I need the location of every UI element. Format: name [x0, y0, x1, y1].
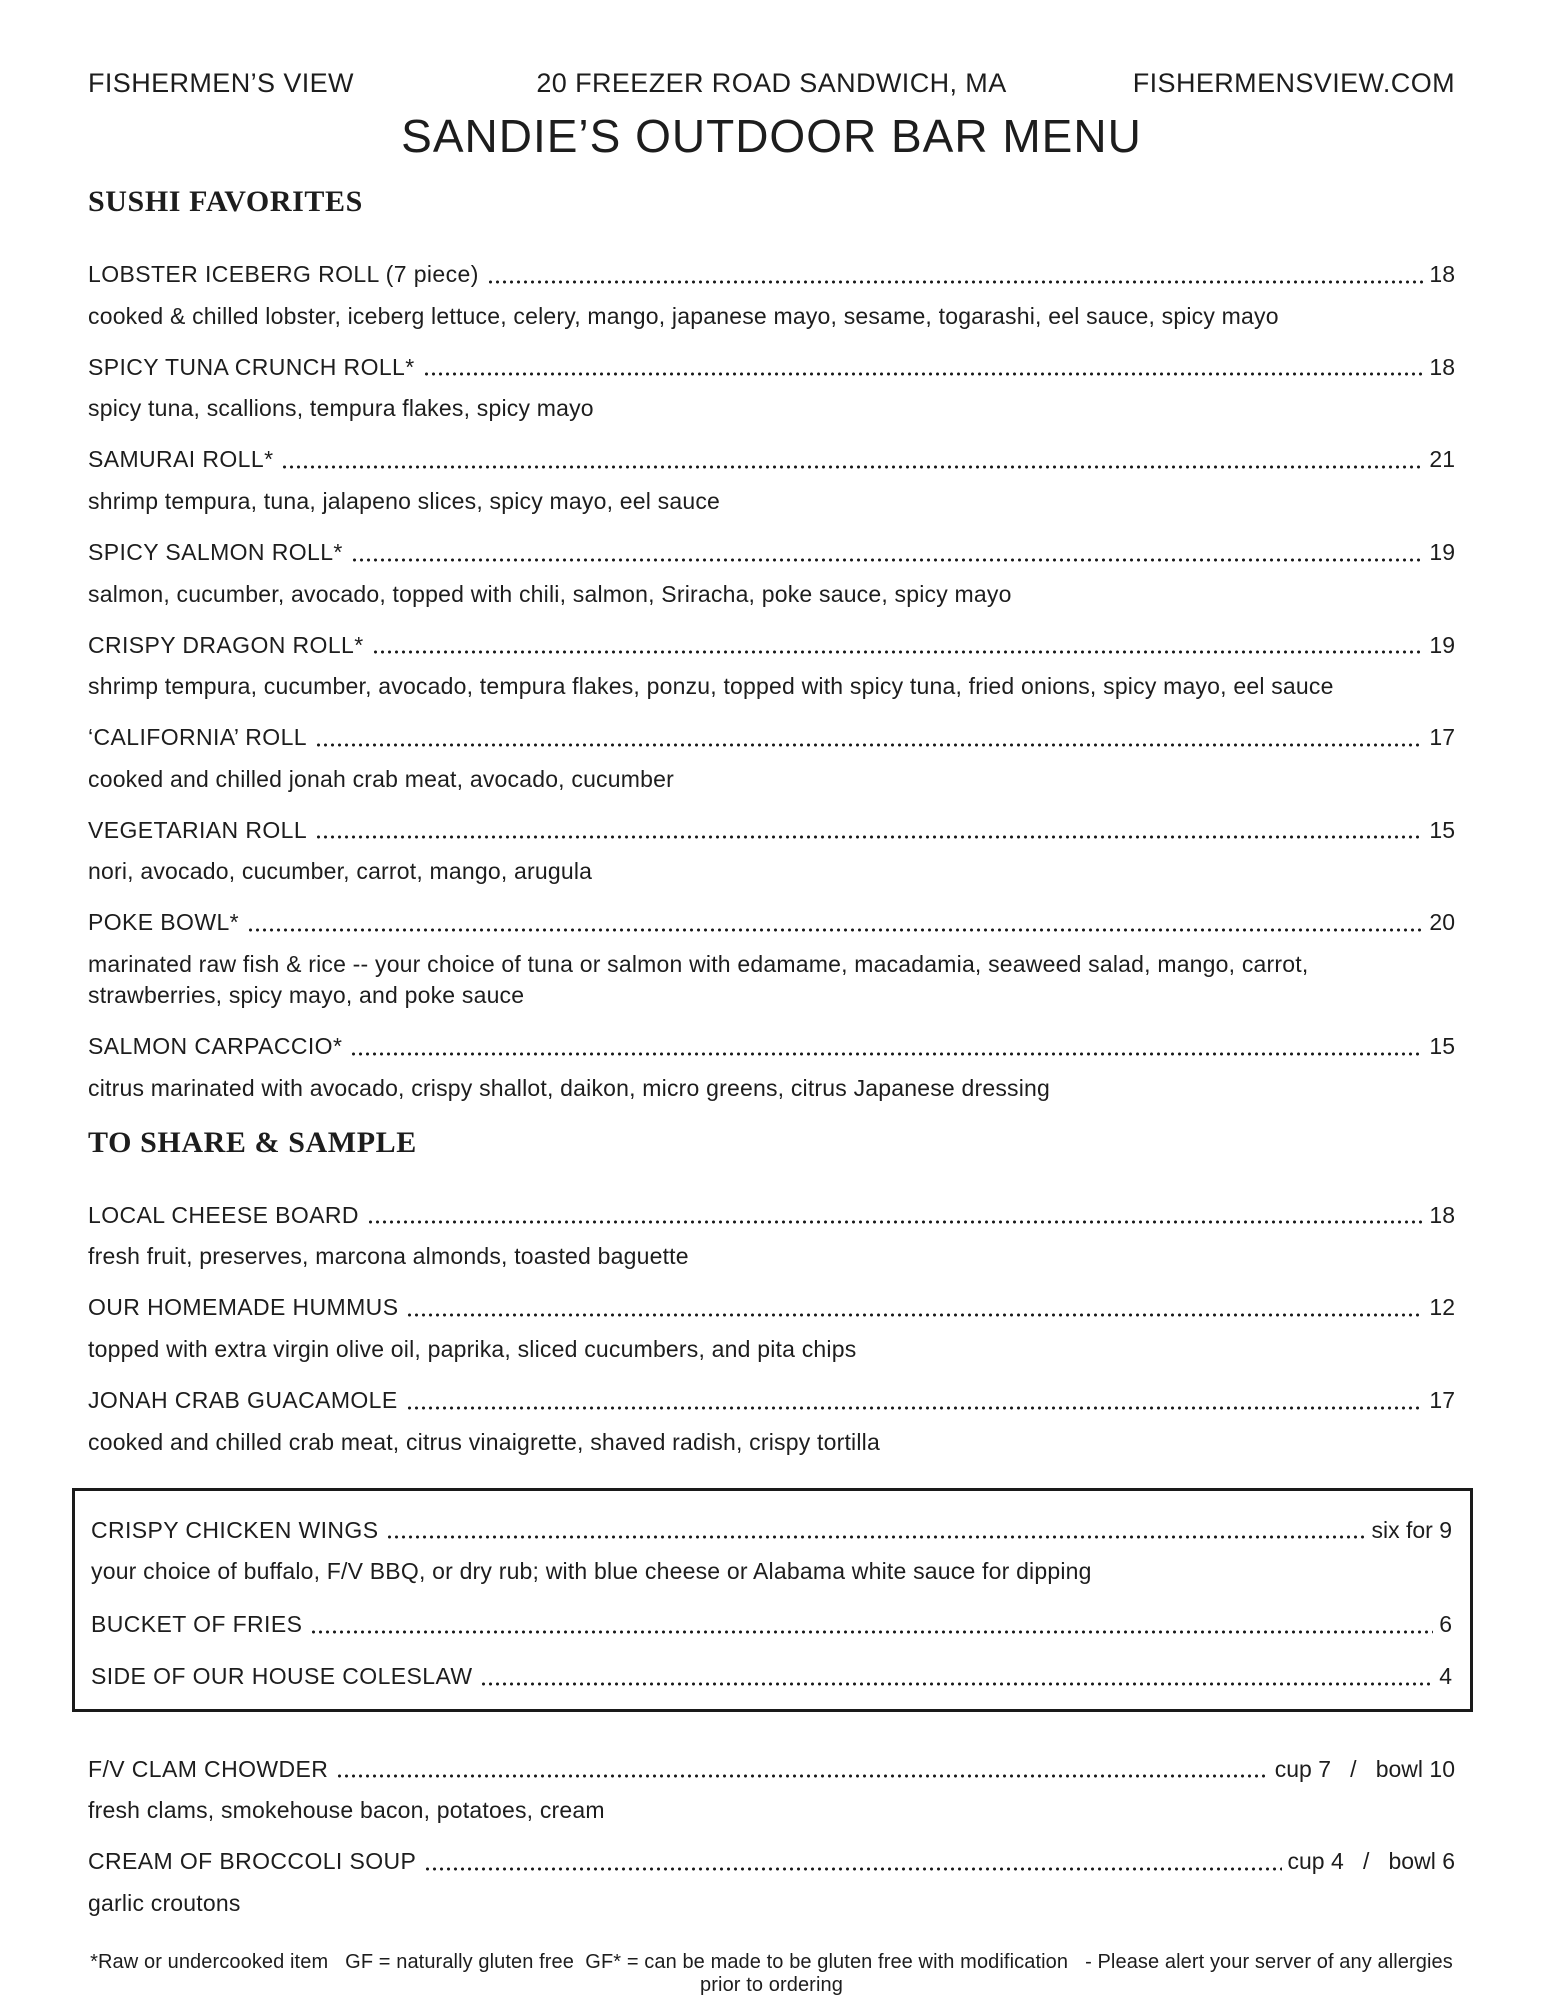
item-price: cup 7 / bowl 10 — [1274, 1755, 1455, 1782]
item-price: 4 — [1439, 1662, 1452, 1689]
dot-leader — [315, 831, 1423, 839]
item-price: 6 — [1439, 1611, 1452, 1638]
item-name: SPICY SALMON ROLL* — [88, 538, 343, 565]
menu-item-cream-of-broccoli-soup — [88, 1848, 1455, 1919]
item-description: cooked & chilled lobster, iceberg lettuce, celery, mango, japanese mayo, sesame, togarashi, eel sauce, spicy mayo — [88, 302, 1279, 329]
dot-leader — [281, 461, 1423, 469]
item-price: 18 — [1429, 353, 1455, 380]
item-name: F/V CLAM CHOWDER — [88, 1755, 329, 1782]
item-name: SAMURAI ROLL* — [88, 446, 274, 473]
menu-item-homemade-hummus — [88, 1294, 1455, 1365]
item-price: 15 — [1429, 816, 1455, 843]
dot-leader — [350, 1048, 1423, 1056]
item-name: LOCAL CHEESE BOARD — [88, 1201, 359, 1228]
dot-leader — [247, 924, 1423, 932]
dot-leader — [336, 1770, 1268, 1778]
item-name: VEGETARIAN ROLL — [88, 816, 308, 843]
item-price: six for 9 — [1371, 1516, 1452, 1543]
menu-item-samurai-roll — [88, 446, 1455, 517]
item-description: shrimp tempura, cucumber, avocado, tempura flakes, ponzu, topped with spicy tuna, fried onions, spicy mayo, eel sauce — [88, 673, 1334, 700]
item-price: 12 — [1429, 1294, 1455, 1321]
menu-item-clam-chowder — [88, 1756, 1455, 1827]
item-name: CRISPY CHICKEN WINGS — [91, 1516, 379, 1543]
item-description: spicy tuna, scallions, tempura flakes, spicy mayo — [88, 395, 594, 422]
dot-leader — [315, 739, 1423, 747]
website-url: FISHERMENSVIEW.COM — [1132, 68, 1455, 98]
item-description: fresh fruit, preserves, marcona almonds, toasted baguette — [88, 1243, 689, 1270]
brand-name: FISHERMEN’S VIEW — [88, 68, 354, 98]
item-price: 21 — [1429, 446, 1455, 473]
section-heading-to-share-and-sample: TO SHARE & SAMPLE — [88, 1125, 417, 1159]
item-name: JONAH CRAB GUACAMOLE — [88, 1387, 398, 1414]
dot-leader — [351, 554, 1424, 562]
dot-leader — [487, 276, 1424, 284]
menu-item-crispy-dragon-roll — [88, 632, 1455, 703]
item-description: cooked and chilled crab meat, citrus vinaigrette, shaved radish, crispy tortilla — [88, 1428, 880, 1455]
item-name: CREAM OF BROCCOLI SOUP — [88, 1848, 417, 1875]
item-description: fresh clams, smokehouse bacon, potatoes, cream — [88, 1797, 605, 1824]
item-name: BUCKET OF FRIES — [91, 1611, 303, 1638]
menu-item-poke-bowl — [88, 909, 1455, 1011]
item-name: CRISPY DRAGON ROLL* — [88, 631, 364, 658]
section-heading-sushi-favorites: SUSHI FAVORITES — [88, 185, 363, 218]
dot-leader — [406, 1402, 1424, 1410]
item-name: OUR HOMEMADE HUMMUS — [88, 1294, 399, 1321]
dot-leader — [372, 646, 1424, 654]
item-name: ‘CALIFORNIA’ ROLL — [88, 724, 307, 751]
item-description: cooked and chilled jonah crab meat, avocado, cucumber — [88, 765, 674, 792]
menu-item-salmon-carpaccio — [88, 1033, 1455, 1104]
item-description: shrimp tempura, tuna, jalapeno slices, spicy mayo, eel sauce — [88, 487, 721, 514]
menu-item-spicy-salmon-roll — [88, 539, 1455, 610]
dot-leader — [423, 368, 1424, 376]
menu-item-california-roll — [88, 724, 1455, 795]
dot-leader — [310, 1626, 1433, 1634]
item-description: your choice of buffalo, F/V BBQ, or dry rub; with blue cheese or Alabama white sauce for dipping — [91, 1558, 1092, 1585]
menu-item-house-coleslaw — [91, 1663, 1452, 1691]
item-price: 18 — [1429, 261, 1455, 287]
menu-item-jonah-crab-guacamole — [88, 1387, 1455, 1458]
menu-item-crispy-chicken-wings — [91, 1517, 1452, 1588]
dot-leader — [480, 1678, 1433, 1686]
item-price: 17 — [1429, 724, 1455, 751]
menu-item-spicy-tuna-crunch-roll — [88, 354, 1455, 425]
menu-item-vegetarian-roll — [88, 817, 1455, 888]
menu-item-local-cheese-board — [88, 1202, 1455, 1273]
item-name: LOBSTER ICEBERG ROLL (7 piece) — [88, 261, 479, 287]
boxed-item-group — [72, 1488, 1473, 1712]
item-name: POKE BOWL* — [88, 909, 239, 936]
address: 20 FREEZER ROAD SANDWICH, MA — [536, 68, 1007, 98]
header-row — [88, 68, 1455, 99]
item-price: 19 — [1429, 538, 1455, 565]
item-description: citrus marinated with avocado, crispy shallot, daikon, micro greens, citrus Japanese dressing — [88, 1074, 1051, 1101]
item-price: cup 4 / bowl 6 — [1287, 1848, 1455, 1875]
item-name: SPICY TUNA CRUNCH ROLL* — [88, 353, 415, 380]
dot-leader — [367, 1216, 1423, 1224]
item-description: marinated raw fish & rice -- your choice of tuna or salmon with edamame, macadamia, seaweed salad, mango, carrot, strawberries, spicy mayo, and poke sauce — [88, 951, 1309, 1009]
dot-leader — [424, 1863, 1281, 1871]
item-price: 19 — [1429, 631, 1455, 658]
item-name: SIDE OF OUR HOUSE COLESLAW — [91, 1662, 473, 1689]
item-description: topped with extra virgin olive oil, paprika, sliced cucumbers, and pita chips — [88, 1336, 857, 1363]
page-title: SANDIE’S OUTDOOR BAR MENU — [401, 110, 1142, 162]
item-price: 17 — [1429, 1387, 1455, 1414]
item-price: 18 — [1429, 1201, 1455, 1228]
item-name: SALMON CARPACCIO* — [88, 1033, 343, 1060]
item-description: garlic croutons — [88, 1889, 241, 1916]
item-price: 20 — [1429, 909, 1455, 936]
allergy-disclaimer: *Raw or undercooked item GF = naturally gluten free GF* = can be made to be gluten free with modification - Please alert your server of any allergies prior to ordering — [90, 1950, 1459, 1996]
menu-item-bucket-of-fries — [91, 1611, 1452, 1639]
menu-item-lobster-iceberg-roll — [88, 261, 1455, 332]
item-price: 15 — [1429, 1033, 1455, 1060]
dot-leader — [386, 1531, 1365, 1539]
dot-leader — [406, 1309, 1423, 1317]
item-description: salmon, cucumber, avocado, topped with chili, salmon, Sriracha, poke sauce, spicy mayo — [88, 580, 1012, 607]
item-description: nori, avocado, cucumber, carrot, mango, arugula — [88, 858, 593, 885]
